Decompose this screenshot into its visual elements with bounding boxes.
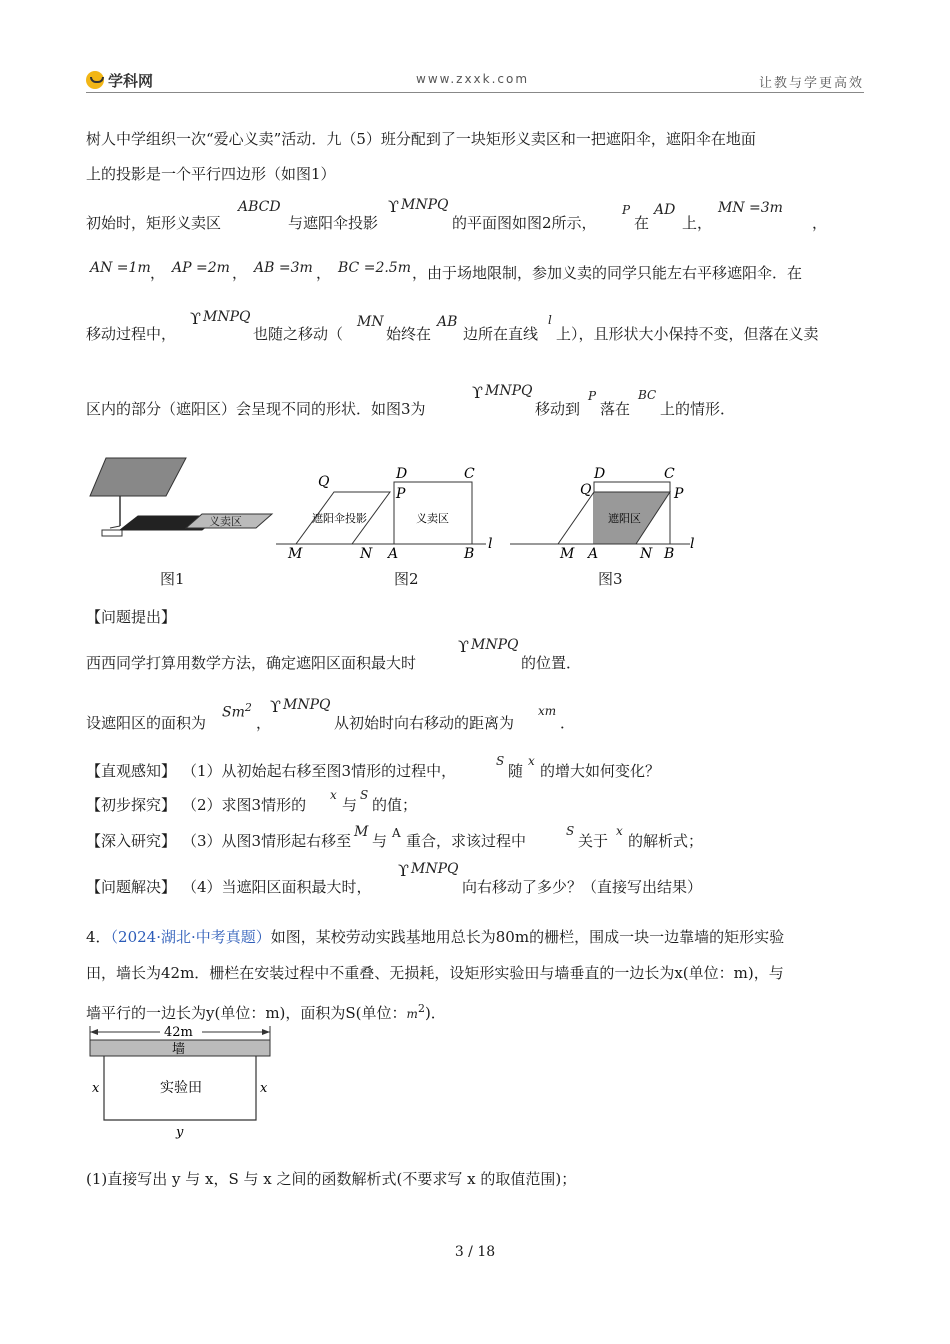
sub3-tag: 【深入研究】 [86,832,177,850]
p3-in: 在 [634,214,650,232]
p4-line-1-text: 如图，某校劳动实践基地用总长为80m的栅栏，围成一块一边靠墙的矩形实验 [270,928,785,946]
setup-d: ． [560,714,576,732]
fig3-pt-b: B [664,546,675,562]
p3-line-6c: 落在 [600,400,631,418]
setup-a: 设遮阳区的面积为 [86,714,207,732]
fig3-pt-a: A [588,546,599,562]
p3-p: P [588,389,597,403]
p4-question-1: (1)直接写出 y 与 x，S 与 x 之间的函数解析式(不要求写 x 的取值范围)； [86,1170,577,1188]
umbrella-pole-foot [110,526,120,528]
p4-line-3-b: )． [424,1004,446,1022]
sub2-c: 的值； [372,796,418,814]
parallelogram-symbol: ϒ [190,309,201,328]
p3-line-1: 树人中学组织一次“爱心义卖”活动．九（5）班分配到了一块矩形义卖区和一把遮阳伞，遮阳伞在地面 [86,130,756,148]
wall-label: 墙 [172,1042,186,1057]
header-url: www.zxxk.com [416,72,530,86]
fig2-pt-c: C [464,466,475,482]
p4-figure [86,1024,276,1144]
fig1-label: 义卖区 [209,515,242,528]
parallelogram-symbol: ϒ [398,861,409,880]
p3-figures [86,448,806,588]
p3-line-4-tail: ，由于场地限制，参加义卖的同学只能左右平移遮阳伞．在 [412,264,803,282]
fig2-pt-n: N [360,546,373,562]
sub1-tag: 【直观感知】 [86,762,177,780]
sub4-b: 向右移动了多少？（直接写出结果） [462,878,703,896]
sub2-a: （2）求图3情形的 [182,796,307,814]
p4-line-3-a: 墙平行的一边长为y(单位：m)，面积为S(单位： [86,1004,407,1022]
p3-comma-1: ， [812,214,828,232]
p3-abcd: ABCD [238,199,281,215]
p3-ab: AB [437,314,458,330]
umbrella-canopy [90,458,186,496]
caption-fig3: 图3 [598,570,623,588]
header-divider [86,92,864,93]
tag-question: 【问题提出】 [86,608,177,626]
sub1-s: S [496,754,505,768]
fig2-area-label: 义卖区 [416,512,449,525]
sub3-s: S [566,824,575,838]
parallelogram-symbol: ϒ [458,637,469,656]
sub2-s: S [360,788,369,802]
p3-line-5b: 也随之移动（ [253,325,344,343]
p3-comma-2: ， [150,264,166,282]
sub2-tag: 【初步探究】 [86,796,177,814]
sub1-a: （1）从初始起右移至图3情形的过程中， [182,762,457,780]
parallelogram-symbol: ϒ [270,697,281,716]
sub3-e: 的解析式； [628,832,704,850]
x-left-label: x [92,1081,100,1096]
sub2-x: x [330,788,337,802]
p3-mnpq: MNPQ [485,383,533,399]
y-label: y [176,1125,184,1140]
p3-mnpq: MNPQ [411,861,459,877]
sub3-x: x [616,824,623,838]
sub1-b: 随 [508,762,524,780]
caption-fig1: 图1 [160,570,185,588]
umbrella-base [102,530,122,536]
sub1-x: x [528,754,535,768]
p3-on: 上， [682,214,713,232]
p3-line-6a: 区内的部分（遮阳区）会呈现不同的形状．如图3为 [86,400,426,418]
p3-mnpq: MNPQ [401,197,449,213]
fig2-pt-p: P [396,486,406,502]
p4-line-3-m: m [406,1007,418,1021]
fig3-pt-p: P [674,486,684,502]
fig2-pt-m: M [288,546,303,562]
p3-comma-4: ， [316,264,332,282]
p3-mnpq: MNPQ [283,697,331,713]
figure-1 [90,458,272,536]
p3-bc-eq: BC =2.5m [338,260,411,276]
setup-x-m: xm [538,704,557,718]
p3-ad: AD [654,202,676,218]
arrow-right-icon [262,1029,270,1035]
fig3-pt-d: D [594,466,606,482]
fig2-shadow-label: 遮阳伞投影 [312,512,367,525]
p3-line-5a: 移动过程中， [86,325,177,343]
sub3-d: 关于 [578,832,609,850]
p4-line-3 [86,998,446,1025]
p3-line-3b: 与遮阳伞投影 [288,214,379,232]
p3-mn-eq: MN =3m [718,200,783,216]
owl-logo-icon [86,71,104,89]
p3-bc: BC [638,388,657,402]
page-number: 3 / 18 [454,1244,496,1260]
fig2-pt-a: A [388,546,399,562]
sub3-a-point: A [392,826,401,840]
p3-line-6b: 移动到 [535,400,581,418]
p4-line-3-sup: 2 [417,1002,425,1015]
sub4-a: （4）当遮阳区面积最大时， [182,878,372,896]
p4-line-2: 田，墙长为42m．栅栏在安装过程中不重叠、无损耗，设矩形实验田与墙垂直的一边长为x(单位：m)，与 [86,964,784,982]
logo-text: 学科网 [108,71,154,90]
sub4-tag: 【问题解决】 [86,878,177,896]
fig3-pt-n: N [640,546,653,562]
site-logo [86,70,153,90]
question-line-a: 西西同学打算用数学方法，确定遮阳区面积最大时 [86,654,417,672]
sub1-c: 的增大如何变化？ [540,762,661,780]
fig3-pt-m: M [560,546,575,562]
p4-number: 4． [86,928,111,946]
p3-line-3a: 初始时，矩形义卖区 [86,214,222,232]
p3-mnpq: MNPQ [203,309,251,325]
p3-line-2: 上的投影是一个平行四边形（如图1） [86,165,336,183]
p3-l: l [548,313,552,327]
p3-an-eq: AN =1m [90,260,151,276]
fig2-pt-l: l [488,536,493,552]
arrow-left-icon [90,1029,98,1035]
p3-line-6d: 上的情形． [660,400,736,418]
p3-ab-eq: AB =3m [254,260,313,276]
p3-ap-eq: AP =2m [172,260,230,276]
width-label: 42m [164,1025,193,1040]
p3-mnpq: MNPQ [471,637,519,653]
setup-s-m2: Sm$^2$ [222,701,252,721]
p3-mn: MN [357,314,384,330]
parallelogram-symbol: ϒ [388,197,399,216]
p4-line-1 [86,926,784,948]
fig3-shade-label: 遮阳区 [608,512,641,525]
sub3-b: 与 [372,832,388,850]
fig3-pt-c: C [664,466,675,482]
sub3-a: （3）从图3情形起右移至 [182,832,352,850]
p3-comma-3: ， [232,264,248,282]
fig3-pt-l: l [690,536,695,552]
caption-fig2: 图2 [394,570,419,588]
p3-line-5d: 边所在直线 [463,325,539,343]
setup-c: 从初始时向右移动的距离为 [334,714,515,732]
sub3-c: 重合，求该过程中 [406,832,527,850]
figure-2 [276,466,492,562]
sub3-m: M [354,824,369,840]
setup-b: ， [256,714,272,732]
figure-3 [510,466,694,562]
p3-line-5c: 始终在 [386,325,432,343]
p3-p: P [622,203,631,217]
fig2-pt-d: D [396,466,408,482]
question-line-b: 的位置． [521,654,582,672]
header-slogan: 让教与学更高效 [758,76,864,91]
p3-line-5e: 上），且形状大小保持不变，但落在义卖 [556,325,819,343]
x-right-label: x [260,1081,268,1096]
p3-line-3c: 的平面图如图2所示， [452,214,597,232]
fig3-pt-q: Q [580,482,592,498]
fig2-pt-q: Q [318,474,330,490]
p4-source: （2024·湖北·中考真题） [110,928,271,946]
parallelogram-symbol: ϒ [472,383,483,402]
field-label: 实验田 [160,1080,202,1096]
fig2-pt-b: B [464,546,475,562]
sub2-b: 与 [342,796,358,814]
